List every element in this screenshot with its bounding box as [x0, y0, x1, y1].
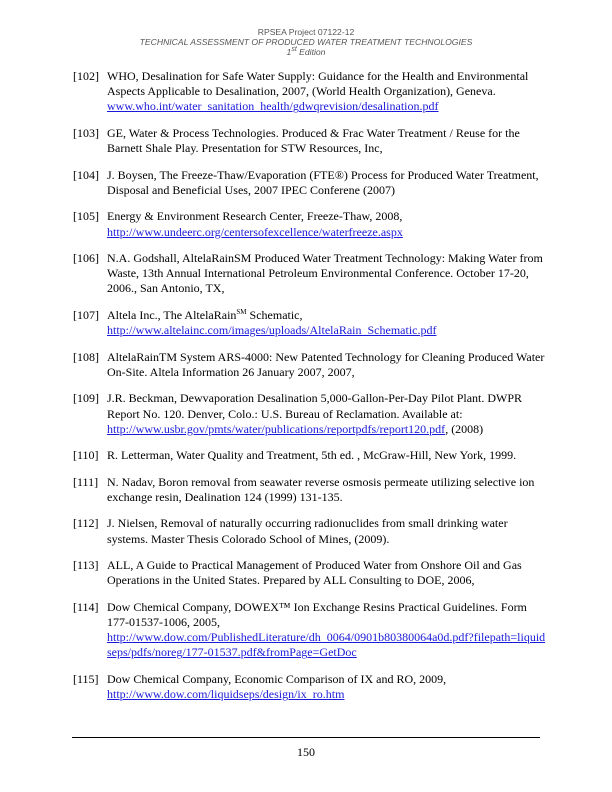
running-header [0, 27, 612, 57]
reference-item [73, 251, 548, 297]
reference-text [107, 308, 548, 338]
citation-text: AltelaRainTM System ARS-4000: New Patented Technology for Cleaning Produced Water On-Site. Altela Information 26 January 2007, 2007, [107, 349, 545, 379]
reference-list [73, 69, 548, 714]
reference-text [107, 516, 548, 546]
reference-text [107, 600, 548, 661]
reference-item [73, 475, 548, 505]
footer-divider [72, 737, 540, 738]
reference-item [73, 126, 548, 156]
reference-text [107, 126, 548, 156]
reference-number: [103] [73, 125, 99, 140]
reference-text [107, 558, 548, 588]
reference-number: [106] [73, 251, 99, 266]
reference-item [73, 209, 548, 239]
reference-number: [114] [73, 599, 99, 614]
superscript: SM [236, 307, 247, 316]
reference-item [73, 448, 548, 463]
reference-text [107, 209, 548, 239]
reference-number: [115] [73, 671, 99, 686]
reference-number: [104] [73, 167, 99, 182]
citation-text: ALL, A Guide to Practical Management of Produced Water from Onshore Oil and Gas Operations in the United States. Prepared by ALL Consulting to DOE, 2006, [107, 558, 522, 588]
reference-number: [105] [73, 209, 99, 224]
reference-link[interactable]: www.who.int/water_sanitation_health/gdwqrevision/desalination.pdf [107, 99, 439, 114]
citation-text: Dow Chemical Company, Economic Comparison of IX and RO, 2009, [107, 671, 447, 686]
reference-item [73, 69, 548, 115]
citation-text: Dow Chemical Company, DOWEX™ Ion Exchange Resins Practical Guidelines. Form 177-01537-1006, 2005, [107, 599, 527, 630]
citation-text: J. Boysen, The Freeze-Thaw/Evaporation (FTE®) Process for Produced Water Treatment, Disposal and Beneficial Uses, 2007 IPEC Conferene (2007) [107, 167, 539, 197]
citation-text: N. Nadav, Boron removal from seawater reverse osmosis permeate utilizing selective ion exchange resin, Dealination 124 (1999) 131-135. [107, 474, 535, 504]
reference-item [73, 350, 548, 380]
reference-link[interactable]: http://www.dow.com/liquidseps/design/ix_ro.htm [107, 687, 345, 702]
reference-number: [110] [73, 448, 99, 463]
reference-item [73, 600, 548, 661]
citation-text: GE, Water & Process Technologies. Produced & Frac Water Treatment / Reuse for the Barnett Shale Play. Presentation for STW Resources, Inc, [107, 125, 520, 156]
reference-link[interactable]: http://www.undeerc.org/centersofexcellence/waterfreeze.aspx [107, 224, 403, 239]
reference-item [73, 672, 548, 702]
reference-text [107, 69, 548, 115]
project-id: RPSEA Project 07122-12 [257, 27, 355, 37]
reference-number: [113] [73, 558, 99, 573]
citation-text: Schematic, [246, 307, 303, 322]
report-title: TECHNICAL ASSESSMENT OF PRODUCED WATER TREATMENT TECHNOLOGIES [139, 37, 473, 47]
reference-text [107, 672, 548, 702]
reference-number: [107] [73, 307, 99, 322]
citation-text: R. Letterman, Water Quality and Treatment, 5th ed. , McGraw-Hill, New York, 1999. [107, 448, 517, 463]
reference-text [107, 391, 548, 437]
reference-item [73, 558, 548, 588]
reference-number: [109] [73, 391, 99, 406]
reference-text [107, 168, 548, 198]
citation-year: , (2008) [445, 421, 484, 436]
citation-text: Energy & Environment Research Center, Freeze-Thaw, 2008, [107, 209, 403, 224]
page-number: 150 [297, 745, 315, 759]
edition: 1st Edition [286, 46, 326, 57]
reference-item [73, 391, 548, 437]
reference-link[interactable]: http://www.dow.com/PublishedLiterature/dh_0064/0901b80380064a0d.pdf?filepath=liquidseps/pdfs/noreg/177-01537.pdf&fromPage=GetDoc [107, 630, 546, 660]
reference-text [107, 448, 548, 463]
citation-text: J. Nielsen, Removal of naturally occurring radionuclides from small drinking water systems. Master Thesis Colorado School of Mines, (2009). [107, 516, 508, 546]
reference-item [73, 516, 548, 546]
reference-number: [102] [73, 69, 99, 83]
reference-number: [108] [73, 349, 99, 364]
reference-text [107, 350, 548, 380]
reference-number: [112] [73, 516, 99, 531]
citation-text: Altela Inc., The AltelaRain [107, 307, 237, 322]
reference-link[interactable]: http://www.usbr.gov/pmts/water/publications/reportpdfs/report120.pdf [107, 421, 446, 436]
reference-text [107, 475, 548, 505]
reference-link[interactable]: http://www.altelainc.com/images/uploads/AltelaRain_Schematic.pdf [107, 323, 437, 338]
reference-text [107, 251, 548, 297]
reference-item [73, 308, 548, 338]
citation-text: N.A. Godshall, AltelaRainSM Produced Water Treatment Technology: Making Water from Waste, 13th Annual International Petroleum Environmental Conference. October 17-20, 2006., San Antonio, TX, [107, 251, 543, 296]
citation-text: WHO, Desalination for Safe Water Supply: Guidance for the Health and Environmental Aspects Applicable to Desalination, 2007, (World Health Organization), Geneva. [107, 69, 529, 99]
reference-item [73, 168, 548, 198]
citation-text: J.R. Beckman, Dewvaporation Desalination 5,000-Gallon-Per-Day Pilot Plant. DWPR Report No. 120. Denver, Colo.: U.S. Bureau of Reclamation. Available at: [107, 391, 523, 421]
reference-number: [111] [73, 474, 99, 489]
